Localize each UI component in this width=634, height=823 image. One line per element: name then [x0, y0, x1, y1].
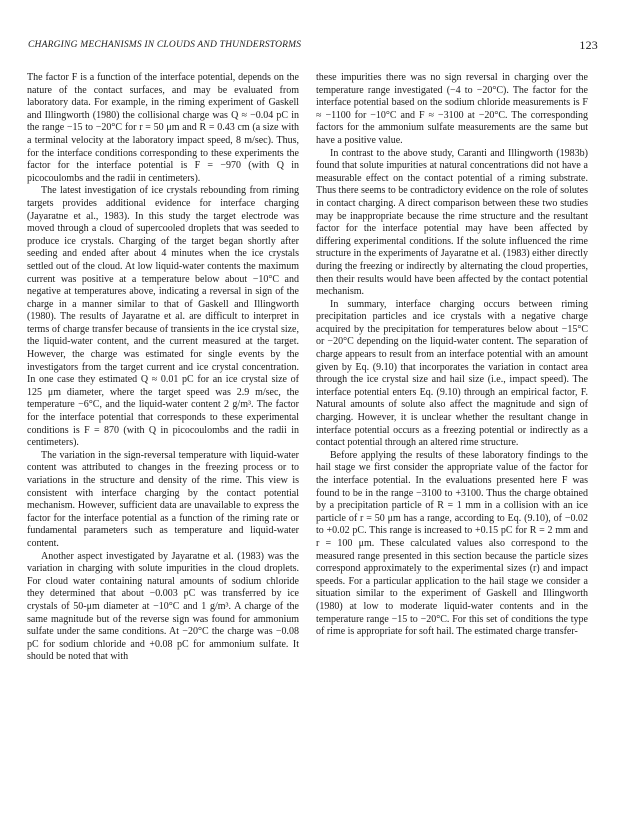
paragraph: In contrast to the above study, Caranti and Illingworth (1983b) found that solute impurities at natural concentrations did not have a measurable effect on the contact potential of a riming substrate. Thus there seems to be contradictory evidence on the role of solutes in contact charging. A direct comparison between these two studies may be inappropriate because the rime structure and the resultant factor for the interface potential may have been affected by differing experimental conditions. If the solute influenced the rime structure in the experiments of Jayaratne et al. (1983) either directly during the freezing or indirectly by alternating the cloud properties, then their results would have been affected by the contact potential mechanism. [316, 147, 588, 298]
running-head [28, 40, 598, 54]
left-column [27, 72, 299, 664]
page-number: 123 [579, 38, 598, 52]
paragraph: In summary, interface charging occurs between riming precipitation particles and ice crystals with a negative charge acquired by the precipitation for temperatures below about −15°C or −20°C depending on the liquid-water content. The separation of charge appears to result from an interface potential with an amount given by Eq. (9.10) that incorporates the variation in contact area through the ice crystal size and hail size (i.e., impact speed). The interface potential enters Eq. (9.10) through an empirical factor, F. Natural amounts of solute also affect the magnitude and sign of charging. However, it is unclear whether the resultant change in interface potential occurs as a freezing potential or indirectly as a contact potential through an altered rime structure. [316, 298, 588, 449]
paragraph: these impurities there was no sign reversal in charging over the temperature range investigated (−4 to −20°C). The factor for the interface potential based on the sodium chloride measurements is F ≈ −1100 for −10°C and F ≈ −3100 at −20°C. The corresponding factors for the ammonium sulfate measurements are the same but have a positive value. [316, 72, 588, 146]
paragraph: The latest investigation of ice crystals rebounding from riming targets provides additional evidence for interface charging (Jayaratne et al., 1983). In this study the target electrode was moved through a cloud of supercooled droplets that was seeded to produce ice crystals. Charging of the target began shortly after seeding and ended after about 4 minutes when the ice crystals settled out of the cloud. At low liquid-water contents the maximum current was positive at a temperature below about −10°C and negative at temperatures above, indicating a reversal in sign of the charge in a manner similar to that of Gaskell and Illingworth (1980). The results of Jayaratne et al. are difficult to interpret in terms of charge transfer because of transients in the ice crystal size, the liquid-water content, and the current measured at the target. However, the charge was estimated for single events by the investigators from the target current and ice crystal concentration. In one case they estimated Q ≈ 0.01 pC for an ice crystal size of 125 μm diameter, where the target speed was 2.9 m/sec, the temperature −6°C, and the liquid-water content 2 g/m³. The factor for the interface potential that corresponds to these experimental conditions is F = 870 (with Q in picocoulombs and the radii in centimeters). [27, 185, 299, 449]
running-title: CHARGING MECHANISMS IN CLOUDS AND THUNDERSTORMS [28, 40, 302, 50]
paragraph: Before applying the results of these laboratory findings to the hail stage we first consider the appropriate value of the factor for the interface potential. In the evaluations presented here F was found to be in the range −3100 to +3100. Thus the charge obtained by a precipitation particle of R = 1 mm in a collision with an ice particle of r = 50 μm has a range, according to Eq. (9.10), of −0.02 to +0.02 pC. This range is increased to +0.15 pC for R = 2 mm and r = 100 μm. These calculated values also correspond to the measured range presented in this section because the particle sizes correspond approximately to the experimental sizes (r) and impact speeds. For a particular application to the hail stage we consider a situation similar to the experiment of Gaskell and Illingworth (1980) at low to moderate liquid-water contents and in the temperature range −15 to −20°C. For this set of conditions the type of rime is appropriate for soft hail. The estimated charge transfer- [316, 449, 588, 638]
right-column [316, 72, 588, 639]
paragraph: The factor F is a function of the interface potential, depends on the nature of the contact surfaces, and may be evaluated from laboratory data. For example, in the riming experiment of Gaskell and Illingworth (1980) the collisional charge was Q ≈ −0.04 pC in the range −15 to −20°C for r = 50 μm and R = 0.43 cm (a size with a terminal velocity at the laboratory impact speed, 8 m/sec). Thus, for the interface conditions corresponding to these experiments the factor for the interface potential is F = −970 (with Q in picocoulombs and the radii in centimeters). [27, 72, 299, 184]
paragraph: The variation in the sign-reversal temperature with liquid-water content was attributed to changes in the freezing process or to variations in the structure and density of the rime. This view is consistent with interface charging by the contact potential mechanism. However, sufficient data are unavailable to express the factor for the interface potential as a function of the riming rate or fundamental parameters such as temperature and liquid-water content. [27, 449, 299, 549]
paragraph: Another aspect investigated by Jayaratne et al. (1983) was the variation in charging with solute impurities in the cloud droplets. For cloud water containing natural amounts of sodium chloride they determined that about −0.003 pC was transferred by ice crystals of 50-μm diameter at −10°C and 1 g/m³. A charge of the same magnitude but of the reverse sign was found for ammonium sulfate under the same conditions. At −20°C the charge was −0.08 pC for sodium chloride and +0.08 pC for ammonium sulfate. It should be noted that with [27, 550, 299, 663]
